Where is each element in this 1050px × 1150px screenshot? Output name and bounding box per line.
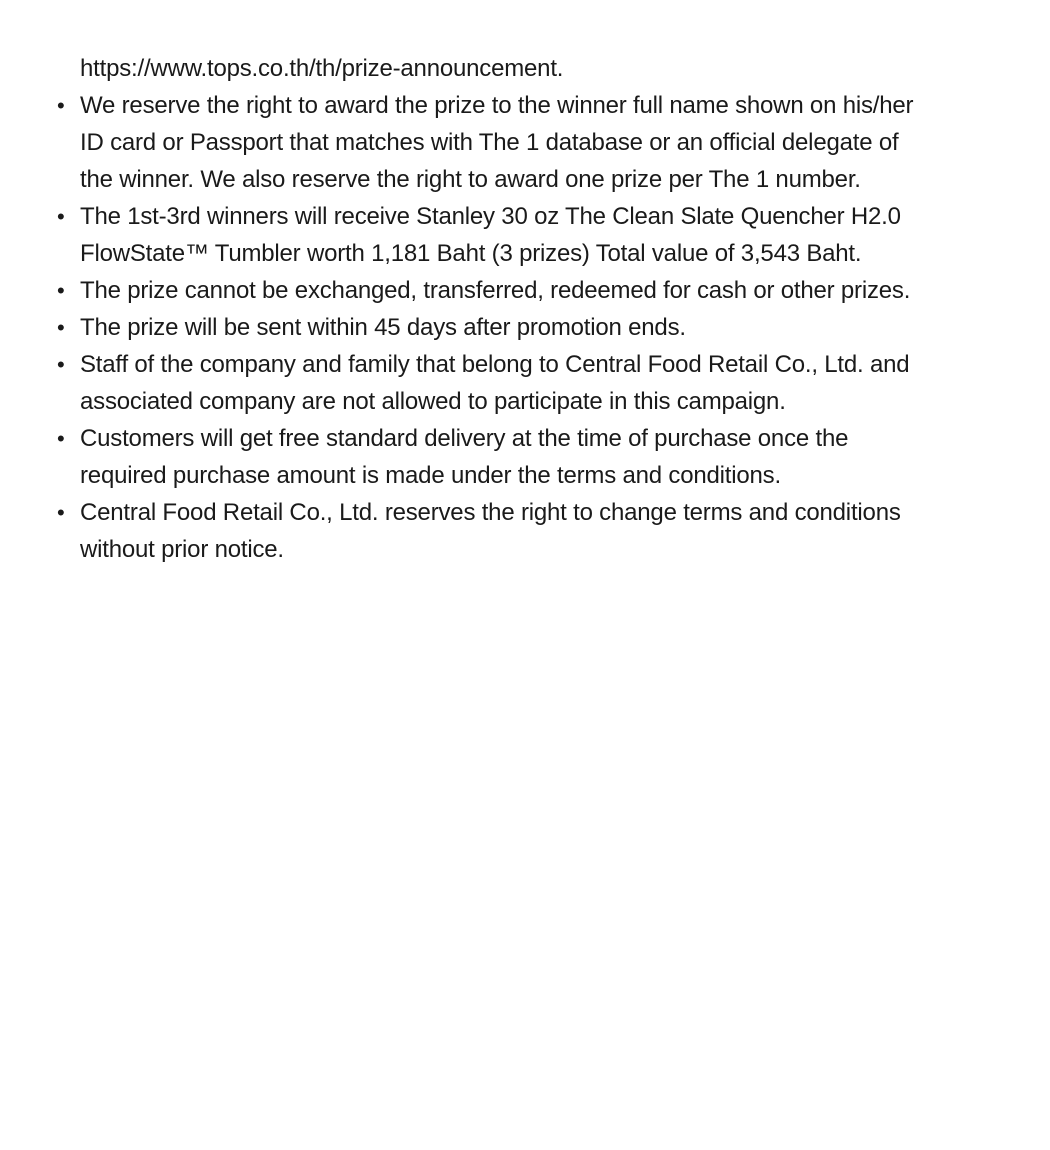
term-item [55, 494, 990, 568]
term-text-line: The 1st-3rd winners will receive Stanley 30 oz The Clean Slate Quencher H2.0 [80, 203, 901, 230]
bullet-icon: • [57, 93, 65, 118]
term-text-line: ID card or Passport that matches with The 1 database or an official delegate of [80, 129, 899, 156]
term-text-line: Staff of the company and family that belong to Central Food Retail Co., Ltd. and [80, 351, 910, 378]
term-text-line: We reserve the right to award the prize to the winner full name shown on his/her [80, 92, 914, 119]
bullet-icon: • [57, 500, 65, 525]
bullet-icon: • [57, 315, 65, 340]
term-item [55, 87, 990, 198]
bullet-icon: • [57, 204, 65, 229]
term-text-line: associated company are not allowed to participate in this campaign. [80, 388, 786, 415]
term-item [55, 309, 990, 346]
bullet-icon: • [57, 426, 65, 451]
term-text-line: Central Food Retail Co., Ltd. reserves the right to change terms and conditions [80, 499, 901, 526]
term-text-line: Customers will get free standard delivery at the time of purchase once the [80, 425, 849, 452]
term-text-line: The prize will be sent within 45 days after promotion ends. [80, 314, 686, 341]
terms-list [55, 87, 990, 568]
prize-announcement-url: https://www.tops.co.th/th/prize-announcement. [80, 55, 564, 82]
term-text-line: the winner. We also reserve the right to award one prize per The 1 number. [80, 166, 861, 193]
term-item [55, 346, 990, 420]
term-text-line: without prior notice. [80, 536, 284, 563]
term-text-line: FlowState™ Tumbler worth 1,181 Baht (3 prizes) Total value of 3,543 Baht. [80, 240, 862, 267]
terms-and-conditions [0, 0, 1050, 568]
bullet-icon: • [57, 278, 65, 303]
term-item [55, 198, 990, 272]
term-item [55, 420, 990, 494]
term-text-line: required purchase amount is made under the terms and conditions. [80, 462, 781, 489]
term-item [55, 272, 990, 309]
term-text-line: The prize cannot be exchanged, transferred, redeemed for cash or other prizes. [80, 277, 911, 304]
bullet-icon: • [57, 352, 65, 377]
